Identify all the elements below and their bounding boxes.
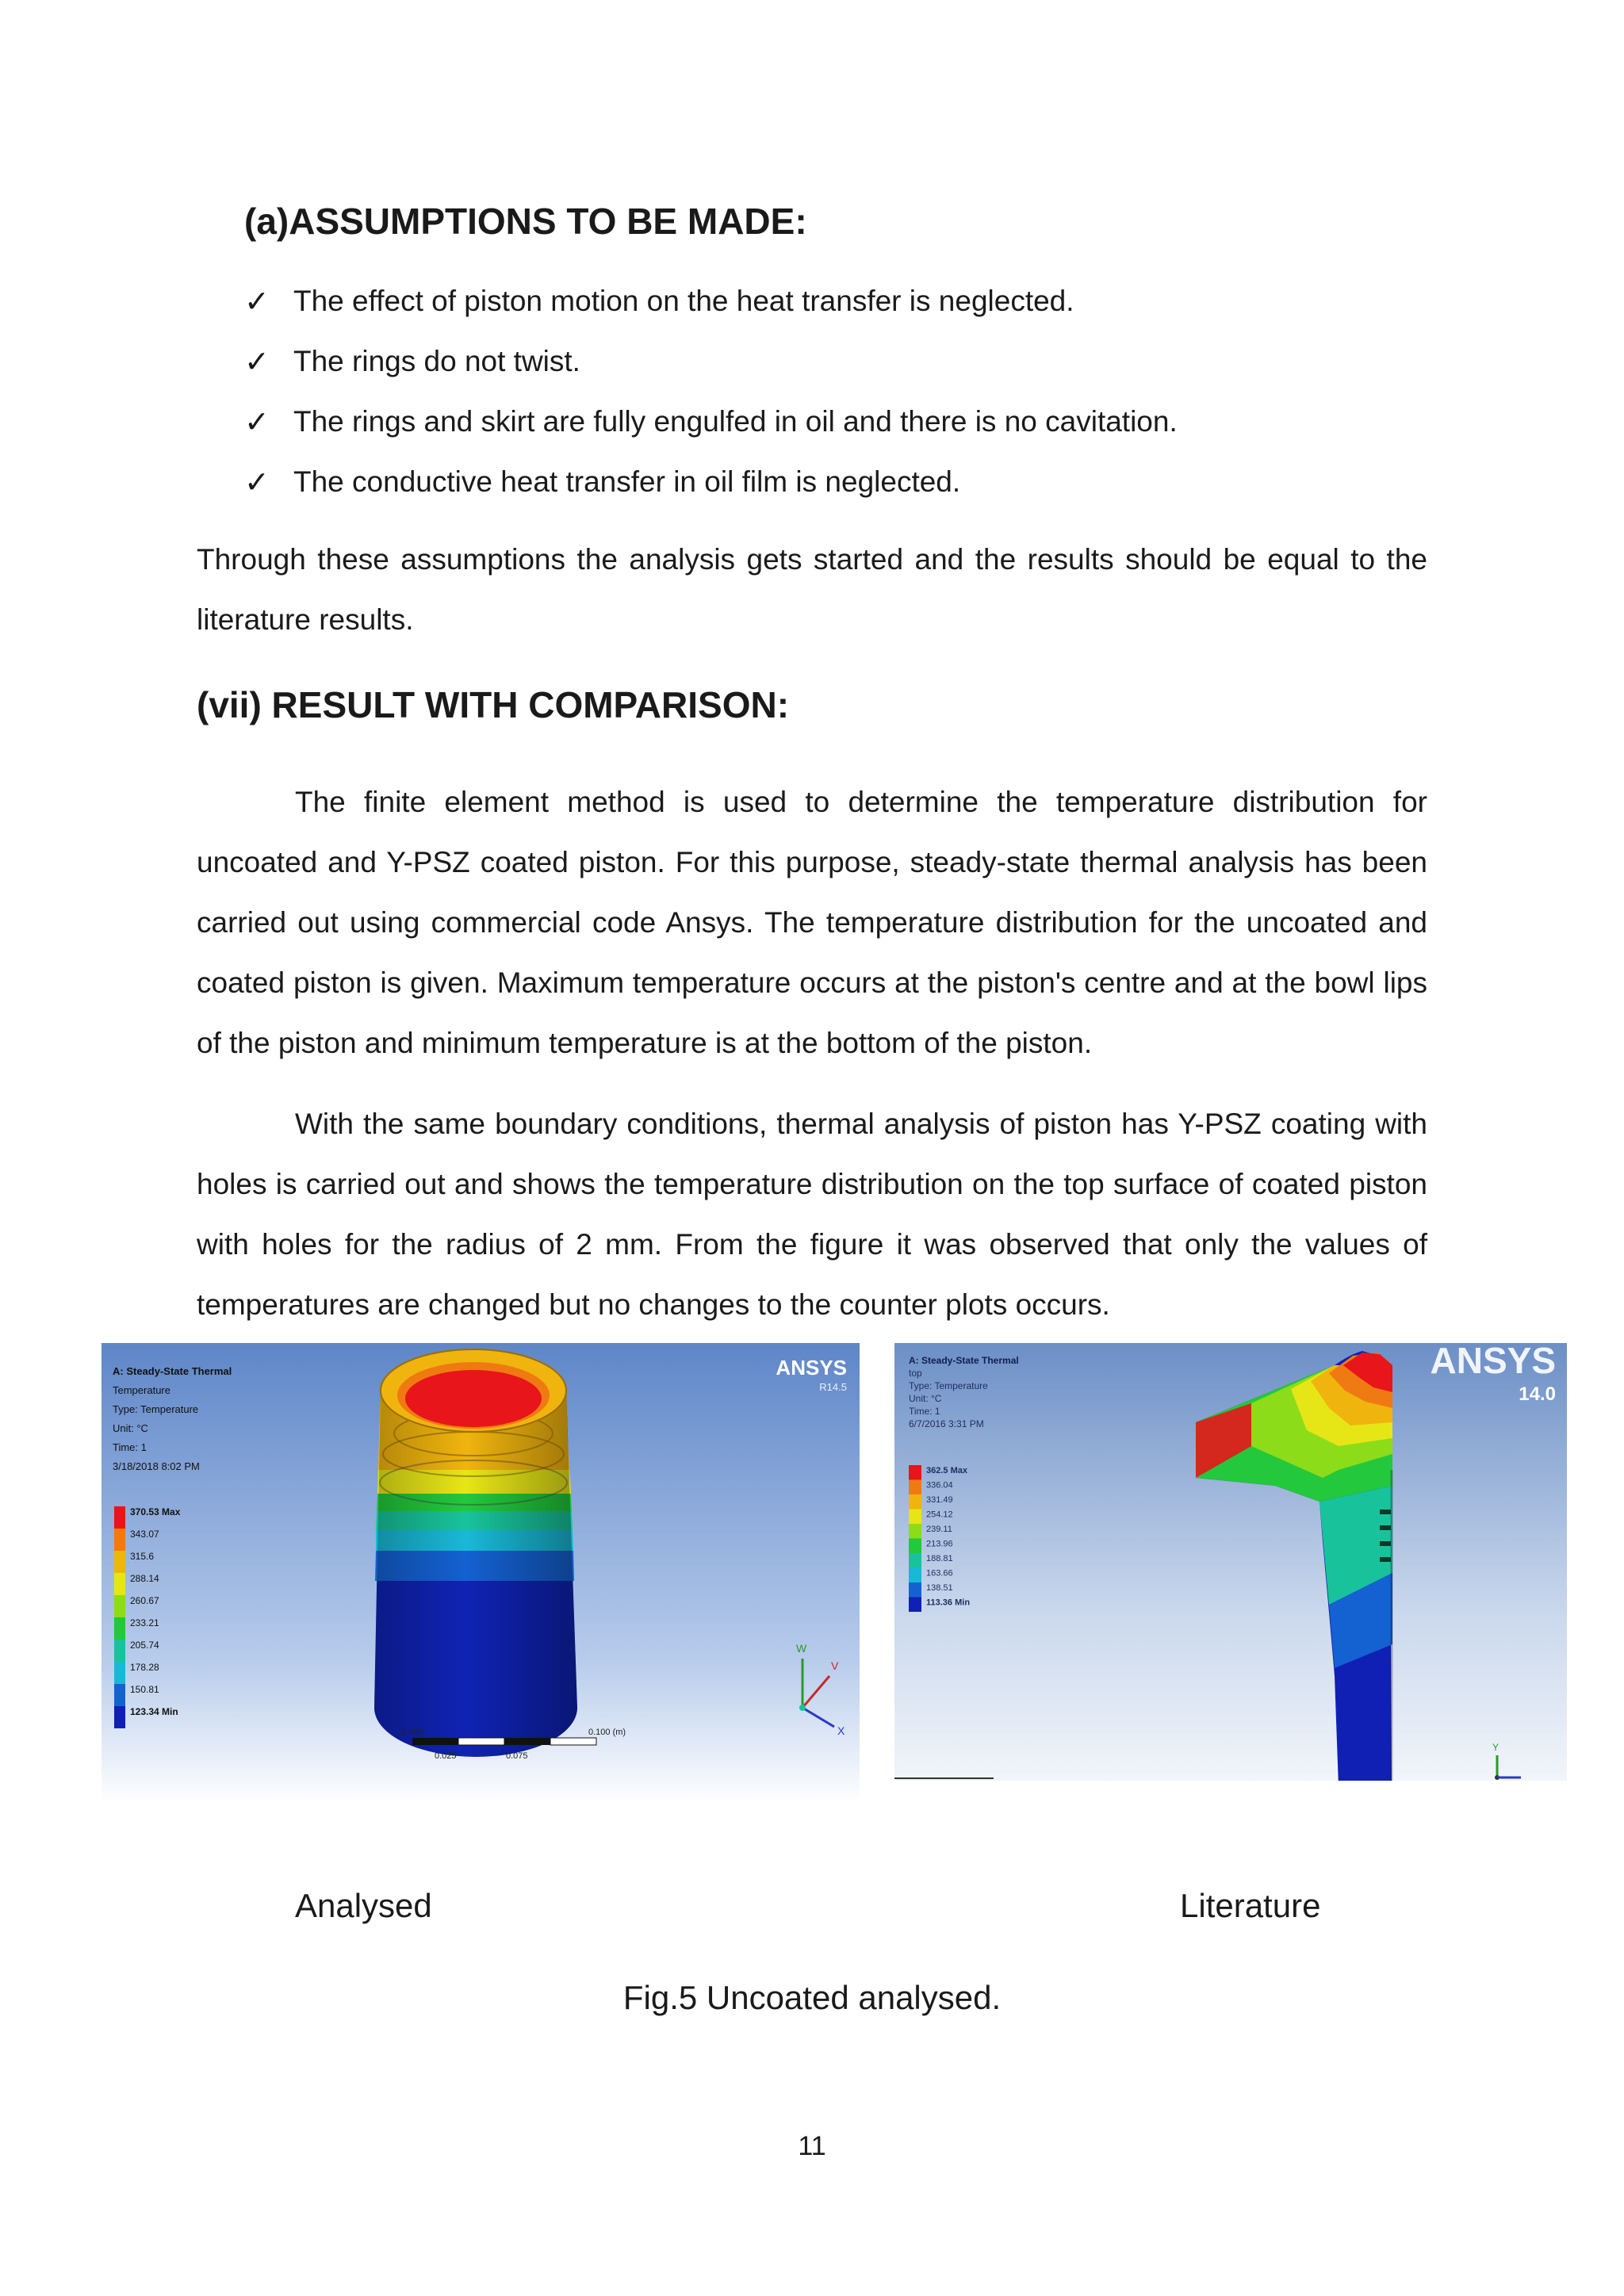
legend-swatch: [909, 1465, 921, 1480]
label-literature: Literature: [1180, 1887, 1321, 1924]
legend-label: 113.36 Min: [926, 1598, 971, 1608]
figure-analysed: [102, 1343, 860, 1803]
legend-swatch: [114, 1617, 125, 1640]
legend-label: 336.04: [926, 1480, 953, 1490]
page-number: 11: [798, 2131, 826, 2161]
legend-label: 362.5 Max: [926, 1465, 967, 1475]
axis-label: W: [796, 1642, 807, 1655]
figure-header-line: 3/18/2018 8:02 PM: [113, 1460, 200, 1472]
figure-header-line: top: [909, 1368, 922, 1379]
legend-label: 343.07: [130, 1528, 159, 1540]
ansys-logo: ANSYS: [776, 1356, 847, 1380]
figure-header-line: Type: Temperature: [909, 1380, 988, 1391]
legend-swatch: [114, 1573, 125, 1595]
legend-label: 315.6: [130, 1550, 155, 1562]
legend-label: 288.14: [130, 1572, 159, 1584]
figure-header-line: Temperature: [113, 1384, 170, 1396]
legend-swatch: [114, 1706, 125, 1728]
legend-swatch: [114, 1506, 125, 1529]
legend-swatch: [909, 1568, 921, 1583]
legend-label: 178.28: [130, 1661, 159, 1673]
figure-header-line: Time: 1: [113, 1441, 147, 1453]
legend-swatch: [909, 1582, 921, 1598]
legend-swatch: [114, 1595, 125, 1617]
axis-label: X: [837, 1724, 845, 1737]
axis-label: Y: [1492, 1742, 1500, 1753]
list-item: [244, 452, 1434, 512]
list-item: [244, 331, 1434, 392]
legend-swatch: [114, 1640, 125, 1662]
assumptions-list: [244, 271, 1434, 512]
ansys-logo: ANSYS: [1430, 1343, 1556, 1381]
legend-swatch: [909, 1510, 921, 1525]
figure-literature: [894, 1343, 1567, 1781]
legend-label: 123.34 Min: [130, 1705, 178, 1717]
check-icon: ✓: [244, 405, 270, 439]
legend-swatch: [114, 1684, 125, 1706]
list-item-text: The rings and skirt are fully engulfed in oil and there is no cavitation.: [293, 405, 1178, 438]
scale-label: 0.025: [435, 1751, 457, 1761]
check-icon: ✓: [244, 285, 270, 319]
figure-header-line: Type: Temperature: [113, 1403, 199, 1415]
legend-label: 163.66: [926, 1568, 953, 1578]
ansys-version: 14.0: [1519, 1383, 1556, 1405]
legend-swatch: [909, 1480, 921, 1495]
legend-swatch: [909, 1553, 921, 1568]
figure-header-line: Unit: °C: [113, 1422, 148, 1434]
list-item-text: The effect of piston motion on the heat transfer is neglected.: [293, 285, 1074, 317]
legend-label: 205.74: [130, 1639, 159, 1651]
piston-model: [374, 1349, 577, 1757]
legend-label: 370.53 Max: [130, 1506, 181, 1517]
legend-label: 260.67: [130, 1594, 159, 1606]
figure-header-line: A: Steady-State Thermal: [113, 1365, 232, 1377]
list-item: [244, 392, 1434, 452]
assumptions-summary: Through these assumptions the analysis gets started and the results should be equal to the literature results.: [197, 543, 1427, 636]
figure-header-line: Unit: °C: [909, 1393, 942, 1404]
scale-label: 0.000: [401, 1728, 423, 1737]
scale-label: 0.075: [506, 1751, 528, 1761]
legend-label: 150.81: [130, 1683, 159, 1695]
section-vii-heading: (vii) RESULT WITH COMPARISON:: [197, 684, 790, 725]
ansys-version: R14.5: [819, 1381, 847, 1393]
result-paragraph-2: With the same boundary conditions, thermal analysis of piston has Y-PSZ coating with holes is carried out and shows the temperature distribution on the top surface of coated piston with holes for the radius of 2 mm. From the figure it was observed that only the values of temperatures are changed but no changes to the counter plots occurs.: [197, 1108, 1427, 1321]
list-item-text: The rings do not twist.: [293, 345, 580, 377]
legend-label: 254.12: [926, 1510, 953, 1520]
check-icon: ✓: [244, 345, 270, 379]
axis-label: V: [831, 1659, 839, 1672]
legend-label: 239.11: [926, 1524, 952, 1534]
figure-caption: Fig.5 Uncoated analysed.: [622, 1979, 1002, 2016]
legend-swatch: [909, 1539, 921, 1554]
scale-label: 0.100 (m): [588, 1728, 626, 1737]
list-item-text: The conductive heat transfer in oil film is neglected.: [293, 465, 961, 498]
label-analysed: Analysed: [295, 1887, 432, 1924]
check-icon: ✓: [244, 465, 270, 499]
result-paragraph-1: The finite element method is used to determine the temperature distribution for uncoated and Y-PSZ coated piston. For this purpose, steady-state thermal analysis has been carried out using commercial code Ansys. The temperature distribution for the uncoated and coated piston is given. Maximum temperature occurs at the piston's centre and at the bowl lips of the piston and minimum temperature is at the bottom of the piston.: [197, 786, 1427, 1059]
legend-swatch: [114, 1551, 125, 1573]
list-item: [244, 271, 1434, 331]
legend-label: 233.21: [130, 1617, 159, 1628]
legend-label: 138.51: [926, 1582, 953, 1593]
legend-swatch: [909, 1494, 921, 1510]
figure-header-line: Time: 1: [909, 1406, 940, 1417]
legend-swatch: [909, 1524, 921, 1539]
legend-label: 188.81: [926, 1553, 953, 1563]
legend-label: 213.96: [926, 1539, 953, 1549]
legend-swatch: [114, 1662, 125, 1684]
figure-header-line: A: Steady-State Thermal: [909, 1355, 1019, 1366]
legend-swatch: [909, 1598, 921, 1613]
legend-label: 331.49: [926, 1494, 953, 1505]
legend-swatch: [114, 1529, 125, 1551]
figure-header-line: 6/7/2016 3:31 PM: [909, 1418, 984, 1429]
section-a-heading: (a)ASSUMPTIONS TO BE MADE:: [244, 201, 807, 242]
